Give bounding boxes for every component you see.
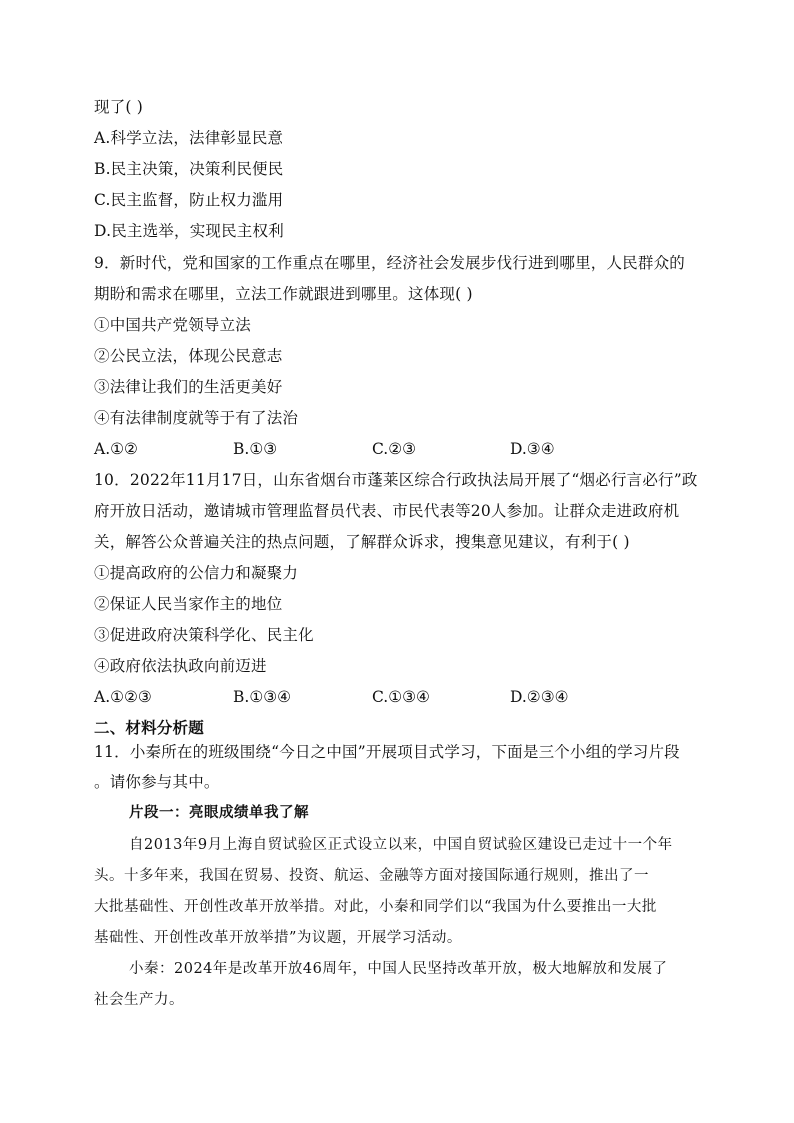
para1-line3: 大批基础性、开创性改革开放举措。对此，小秦和同学们以“我国为什么要推出一大批 — [94, 899, 657, 915]
para2-line1: 小秦：2024年是改革开放46周年，中国人民坚持改革开放，极大地解放和发展了 — [129, 961, 668, 977]
q10-item-4: ④政府依法执政向前迈进 — [94, 657, 267, 675]
q10-choice-b: B.①③④ — [233, 688, 292, 706]
q9-stem-line1: 9．新时代，党和国家的工作重点在哪里，经济社会发展步伐行进到哪里，人民群众的 — [94, 254, 685, 272]
q9-item-4: ④有法律制度就等于有了法治 — [94, 409, 299, 427]
q10-stem-line3: 关，解答公众普遍关注的热点问题，了解群众诉求，搜集意见建议，有利于( ) — [94, 533, 630, 551]
q9-choice-b: B.①③ — [233, 440, 278, 458]
q10-choice-d: D.②③④ — [510, 688, 569, 706]
q10-item-3: ③促进政府决策科学化、民主化 — [94, 626, 314, 644]
q9-choice-c: C.②③ — [372, 440, 417, 458]
para1-line1: 自2013年9月上海自贸试验区正式设立以来，中国自贸试验区建设已走过十一个年 — [129, 837, 673, 853]
q8-stem-tail: 现了( ) — [94, 98, 144, 116]
para1-line2: 头。十多年来，我国在贸易、投资、航运、金融等方面对接国际通行规则，推出了一 — [94, 868, 649, 884]
q9-item-2: ②公民立法，体现公民意志 — [94, 347, 283, 365]
q9-choice-d: D.③④ — [510, 440, 555, 458]
para1-line4: 基础性、开创性改革开放举措”为议题，开展学习活动。 — [94, 930, 462, 946]
q10-choice-a: A.①②③ — [94, 688, 152, 706]
q9-item-3: ③法律让我们的生活更美好 — [94, 378, 283, 396]
q10-choice-c: C.①③④ — [372, 688, 430, 706]
q10-item-1: ①提高政府的公信力和凝聚力 — [94, 564, 299, 582]
q10-stem-line1: 10．2022年11月17日，山东省烟台市蓬莱区综合行政执法局开展了“烟必行言必行”政 — [94, 471, 698, 489]
q8-option-a: A.科学立法，法律彰显民意 — [94, 129, 284, 147]
q9-stem-line2: 期盼和需求在哪里，立法工作就跟进到哪里。这体现( ) — [94, 285, 473, 303]
q8-option-c: C.民主监督，防止权力滥用 — [94, 191, 284, 209]
q10-stem-line2: 府开放日活动，邀请城市管理监督员代表、市民代表等20人参加。让群众走进政府机 — [94, 502, 680, 520]
q9-choice-a: A.①② — [94, 440, 138, 458]
q10-choices — [94, 687, 694, 707]
q9-choices — [94, 439, 694, 459]
q8-option-b: B.民主决策，决策利民便民 — [94, 160, 284, 178]
q10-item-2: ②保证人民当家作主的地位 — [94, 595, 283, 613]
para2-line2: 社会生产力。 — [94, 992, 184, 1008]
section-title: 二、材料分析题 — [94, 718, 204, 737]
q9-item-1: ①中国共产党领导立法 — [94, 316, 252, 334]
fragment1-title: 片段一：亮眼成绩单我了解 — [129, 804, 309, 821]
q11-stem-line1: 11．小秦所在的班级围绕“今日之中国”开展项目式学习，下面是三个小组的学习片段 — [94, 743, 680, 761]
q11-stem-line2: 。请你参与其中。 — [94, 773, 220, 791]
q8-option-d: D.民主选举，实现民主权利 — [94, 222, 284, 240]
